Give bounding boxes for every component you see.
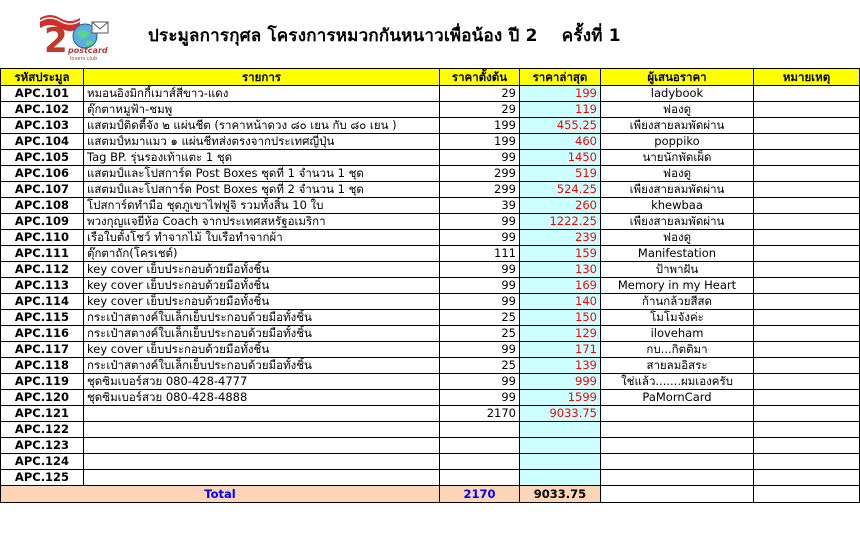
table-row <box>1 342 860 358</box>
cell-start-price[interactable]: 29 <box>440 86 520 102</box>
cell-latest-price[interactable]: 171 <box>520 342 601 358</box>
cell-bidder[interactable]: นายนักพัดเผ็ด <box>601 150 754 166</box>
total-note-cell[interactable] <box>754 486 860 503</box>
cell-code[interactable]: APC.115 <box>1 310 84 326</box>
cell-bidder[interactable]: Manifestation <box>601 246 754 262</box>
cell-start-price[interactable]: 299 <box>440 182 520 198</box>
cell-item[interactable]: Tag BP. รุ่นรองเท้าแตะ 1 ชุด <box>84 150 440 166</box>
cell-note[interactable] <box>754 310 860 326</box>
cell-code[interactable]: APC.104 <box>1 134 84 150</box>
cell-note[interactable] <box>754 342 860 358</box>
svg-text:lovers club: lovers club <box>70 56 98 62</box>
cell-code[interactable]: APC.111 <box>1 246 84 262</box>
cell-note[interactable] <box>754 118 860 134</box>
cell-code[interactable]: APC.108 <box>1 198 84 214</box>
cell-item[interactable]: กระเป๋าสตางค์ใบเล็กเย็บประกอบด้วยมือทั้งชิ้น <box>84 326 440 342</box>
cell-bidder[interactable]: ก้านกล้วยสีสด <box>601 294 754 310</box>
cell-note[interactable] <box>754 278 860 294</box>
cell-code[interactable]: APC.112 <box>1 262 84 278</box>
cell-code[interactable]: APC.105 <box>1 150 84 166</box>
cell-note[interactable] <box>754 86 860 102</box>
cell-latest-price[interactable]: 239 <box>520 230 601 246</box>
cell-latest-price[interactable]: 999 <box>520 374 601 390</box>
cell-latest-price[interactable]: 455.25 <box>520 118 601 134</box>
cell-note[interactable] <box>754 182 860 198</box>
cell-start-price[interactable]: 25 <box>440 310 520 326</box>
cell-item[interactable]: แสตมป์หมาแมว ๑ แผ่นชีทส่งตรงจากประเทศญี่ปุ่น <box>84 134 440 150</box>
cell-note[interactable] <box>754 246 860 262</box>
cell-start-price[interactable]: 99 <box>440 262 520 278</box>
cell-start-price[interactable]: 29 <box>440 102 520 118</box>
table-row <box>1 358 860 374</box>
cell-item[interactable]: ชุดซิมเบอร์สวย 080-428-4777 <box>84 374 440 390</box>
cell-bidder[interactable]: ฟองดู <box>601 102 754 118</box>
cell-bidder[interactable] <box>601 422 754 438</box>
cell-code[interactable]: APC.116 <box>1 326 84 342</box>
cell-code[interactable]: APC.120 <box>1 390 84 406</box>
cell-code[interactable]: APC.121 <box>1 406 84 422</box>
cell-code[interactable]: APC.113 <box>1 278 84 294</box>
cell-item[interactable] <box>84 454 440 470</box>
sheet-header <box>0 0 860 68</box>
cell-latest-price[interactable]: 1450 <box>520 150 601 166</box>
cell-latest-price[interactable] <box>520 438 601 454</box>
cell-latest-price[interactable]: 1599 <box>520 390 601 406</box>
auction-table <box>0 68 860 503</box>
table-row <box>1 246 860 262</box>
cell-bidder[interactable]: ladybook <box>601 86 754 102</box>
cell-item[interactable]: แสตมป์และโปสการ์ด Post Boxes ชุดที่ 2 จำนวน 1 ชุด <box>84 182 440 198</box>
cell-code[interactable]: APC.110 <box>1 230 84 246</box>
cell-latest-price[interactable]: 9033.75 <box>520 406 601 422</box>
cell-bidder[interactable]: โมโมจังค่ะ <box>601 310 754 326</box>
total-latest-cell[interactable]: 9033.75 <box>520 486 601 503</box>
cell-item[interactable] <box>84 438 440 454</box>
table-row <box>1 118 860 134</box>
cell-bidder[interactable]: Memory in my Heart <box>601 278 754 294</box>
total-bidder-cell[interactable] <box>601 486 754 503</box>
cell-item[interactable]: แสตมป์ติดตี้จัง ๒ แผ่นชีต (ราคาหน้าดวง ๘๐ เยน กับ ๘๐ เยน ) <box>84 118 440 134</box>
cell-start-price[interactable]: 99 <box>440 342 520 358</box>
table-row <box>1 326 860 342</box>
title-text: ประมูลการกุศล โครงการหมวกกันหนาวเพื่อน้อง ปี 2 <box>148 26 538 46</box>
cell-note[interactable] <box>754 326 860 342</box>
cell-bidder[interactable] <box>601 406 754 422</box>
cell-item[interactable]: key cover เย็บประกอบด้วยมือทั้งชิ้น <box>84 294 440 310</box>
cell-latest-price[interactable]: 199 <box>520 86 601 102</box>
cell-latest-price[interactable]: 524.25 <box>520 182 601 198</box>
cell-note[interactable] <box>754 230 860 246</box>
table-row <box>1 262 860 278</box>
cell-code[interactable]: APC.103 <box>1 118 84 134</box>
cell-latest-price[interactable]: 119 <box>520 102 601 118</box>
column-header-start-price[interactable]: ราคาตั้งต้น <box>440 69 520 86</box>
cell-note[interactable] <box>754 358 860 374</box>
table-row <box>1 230 860 246</box>
cell-item[interactable]: แสตมป์และโปสการ์ด Post Boxes ชุดที่ 1 จำนวน 1 ชุด <box>84 166 440 182</box>
total-label-cell[interactable]: Total <box>1 486 440 503</box>
round-text: ครั้งที่ 1 <box>561 26 621 46</box>
table-row <box>1 214 860 230</box>
cell-start-price[interactable] <box>440 422 520 438</box>
cell-note[interactable] <box>754 150 860 166</box>
cell-note[interactable] <box>754 390 860 406</box>
cell-start-price[interactable]: 99 <box>440 374 520 390</box>
table-header-row <box>1 69 860 86</box>
cell-start-price[interactable]: 111 <box>440 246 520 262</box>
cell-note[interactable] <box>754 374 860 390</box>
cell-start-price[interactable]: 99 <box>440 278 520 294</box>
cell-code[interactable]: APC.102 <box>1 102 84 118</box>
cell-note[interactable] <box>754 198 860 214</box>
column-header-bidder[interactable]: ผู้เสนอราคา <box>601 69 754 86</box>
table-row <box>1 454 860 470</box>
cell-code[interactable]: APC.124 <box>1 454 84 470</box>
cell-start-price[interactable] <box>440 454 520 470</box>
cell-latest-price[interactable]: 130 <box>520 262 601 278</box>
cell-bidder[interactable]: khewbaa <box>601 198 754 214</box>
cell-bidder[interactable]: ใช่แล้ว.......ผมเองครับ <box>601 374 754 390</box>
table-row <box>1 102 860 118</box>
cell-item[interactable]: ตุ๊กตาถัก(โครเชต์) <box>84 246 440 262</box>
cell-item[interactable]: พวงกุญแจยี่ห้อ Coach จากประเทศสหรัฐอเมริกา <box>84 214 440 230</box>
cell-code[interactable]: APC.119 <box>1 374 84 390</box>
cell-item[interactable] <box>84 406 440 422</box>
cell-item[interactable]: ชุดซิมเบอร์สวย 080-428-4888 <box>84 390 440 406</box>
table-row <box>1 374 860 390</box>
cell-bidder[interactable]: เพียงสายลมพัดผ่าน <box>601 182 754 198</box>
column-header-item[interactable]: รายการ <box>84 69 440 86</box>
cell-code[interactable]: APC.107 <box>1 182 84 198</box>
total-start-cell[interactable]: 2170 <box>440 486 520 503</box>
total-row <box>1 486 860 503</box>
cell-code[interactable]: APC.118 <box>1 358 84 374</box>
cell-item[interactable]: ตุ๊กตาหมูฟ้า-ชมพู <box>84 102 440 118</box>
cell-item[interactable]: key cover เย็บประกอบด้วยมือทั้งชิ้น <box>84 278 440 294</box>
cell-bidder[interactable] <box>601 454 754 470</box>
cell-start-price[interactable] <box>440 470 520 486</box>
cell-note[interactable] <box>754 454 860 470</box>
cell-latest-price[interactable]: 139 <box>520 358 601 374</box>
cell-start-price[interactable]: 39 <box>440 198 520 214</box>
cell-latest-price[interactable] <box>520 454 601 470</box>
cell-bidder[interactable] <box>601 438 754 454</box>
table-row <box>1 134 860 150</box>
cell-bidder[interactable]: ฟองดู <box>601 230 754 246</box>
cell-note[interactable] <box>754 102 860 118</box>
svg-text:2: 2 <box>44 21 68 61</box>
column-header-note[interactable]: หมายเหตุ <box>754 69 860 86</box>
table-row <box>1 470 860 486</box>
cell-item[interactable]: key cover เย็บประกอบด้วยมือทั้งชิ้น <box>84 262 440 278</box>
cell-note[interactable] <box>754 134 860 150</box>
cell-bidder[interactable]: poppiko <box>601 134 754 150</box>
cell-latest-price[interactable]: 460 <box>520 134 601 150</box>
cell-latest-price[interactable]: 159 <box>520 246 601 262</box>
cell-item[interactable]: กระเป๋าสตางค์ใบเล็กเย็บประกอบด้วยมือทั้งชิ้น <box>84 358 440 374</box>
cell-code[interactable]: APC.123 <box>1 438 84 454</box>
cell-note[interactable] <box>754 406 860 422</box>
cell-code[interactable]: APC.101 <box>1 86 84 102</box>
cell-start-price[interactable]: 25 <box>440 358 520 374</box>
svg-text:postcard: postcard <box>68 46 108 55</box>
table-row <box>1 422 860 438</box>
cell-latest-price[interactable]: 129 <box>520 326 601 342</box>
cell-start-price[interactable]: 199 <box>440 134 520 150</box>
cell-note[interactable] <box>754 262 860 278</box>
cell-note[interactable] <box>754 294 860 310</box>
cell-item[interactable]: หมอนอิงมิกกี้เมาส์สีขาว-แดง <box>84 86 440 102</box>
cell-bidder[interactable]: PaMornCard <box>601 390 754 406</box>
cell-latest-price[interactable]: 169 <box>520 278 601 294</box>
table-row <box>1 86 860 102</box>
cell-start-price[interactable] <box>440 438 520 454</box>
table-row <box>1 150 860 166</box>
cell-bidder[interactable]: iloveham <box>601 326 754 342</box>
cell-code[interactable]: APC.114 <box>1 294 84 310</box>
column-header-code[interactable]: รหัสประมูล <box>1 69 84 86</box>
cell-item[interactable]: key cover เย็บประกอบด้วยมือทั้งชิ้น <box>84 342 440 358</box>
table-row <box>1 406 860 422</box>
cell-start-price[interactable]: 99 <box>440 214 520 230</box>
cell-note[interactable] <box>754 422 860 438</box>
cell-note[interactable] <box>754 438 860 454</box>
cell-start-price[interactable]: 99 <box>440 150 520 166</box>
table-row <box>1 278 860 294</box>
cell-latest-price[interactable]: 150 <box>520 310 601 326</box>
cell-item[interactable] <box>84 422 440 438</box>
cell-item[interactable]: เรือใบตั้งโชว์ ทำจากไม้ ใบเรือทำจากผ้า <box>84 230 440 246</box>
column-header-latest-price[interactable]: ราคาล่าสุด <box>520 69 601 86</box>
cell-code[interactable]: APC.117 <box>1 342 84 358</box>
table-row <box>1 390 860 406</box>
page-title <box>148 22 621 49</box>
cell-latest-price[interactable] <box>520 470 601 486</box>
cell-start-price[interactable]: 2170 <box>440 406 520 422</box>
cell-bidder[interactable] <box>601 470 754 486</box>
cell-latest-price[interactable]: 519 <box>520 166 601 182</box>
cell-latest-price[interactable]: 1222.25 <box>520 214 601 230</box>
table-row <box>1 166 860 182</box>
cell-item[interactable]: กระเป๋าสตางค์ใบเล็กเย็บประกอบด้วยมือทั้งชิ้น <box>84 310 440 326</box>
cell-start-price[interactable]: 99 <box>440 230 520 246</box>
postcard-lovers-club-logo <box>30 8 116 62</box>
cell-latest-price[interactable]: 260 <box>520 198 601 214</box>
cell-code[interactable]: APC.122 <box>1 422 84 438</box>
table-row <box>1 294 860 310</box>
cell-start-price[interactable]: 199 <box>440 118 520 134</box>
cell-item[interactable] <box>84 470 440 486</box>
cell-code[interactable]: APC.125 <box>1 470 84 486</box>
cell-note[interactable] <box>754 214 860 230</box>
cell-code[interactable]: APC.109 <box>1 214 84 230</box>
cell-latest-price[interactable]: 140 <box>520 294 601 310</box>
cell-latest-price[interactable] <box>520 422 601 438</box>
table-row <box>1 182 860 198</box>
table-body <box>1 86 860 486</box>
cell-start-price[interactable]: 99 <box>440 294 520 310</box>
cell-start-price[interactable]: 99 <box>440 390 520 406</box>
cell-code[interactable]: APC.106 <box>1 166 84 182</box>
table-row <box>1 310 860 326</box>
cell-bidder[interactable]: ป้าพาฝัน <box>601 262 754 278</box>
table-row <box>1 198 860 214</box>
cell-start-price[interactable]: 25 <box>440 326 520 342</box>
table-row <box>1 438 860 454</box>
cell-item[interactable]: โปสการ์ดทำมือ ชุดภูเขาไฟฟูจิ รวมทั้งสิ้น 10 ใบ <box>84 198 440 214</box>
cell-bidder[interactable]: สายลมอิสระ <box>601 358 754 374</box>
cell-bidder[interactable]: กบ...กิตติมา <box>601 342 754 358</box>
cell-start-price[interactable]: 299 <box>440 166 520 182</box>
cell-bidder[interactable]: เพียงสายลมพัดผ่าน <box>601 214 754 230</box>
cell-bidder[interactable]: ฟองดู <box>601 166 754 182</box>
cell-note[interactable] <box>754 470 860 486</box>
cell-bidder[interactable]: เพียงสายลมพัดผ่าน <box>601 118 754 134</box>
cell-note[interactable] <box>754 166 860 182</box>
